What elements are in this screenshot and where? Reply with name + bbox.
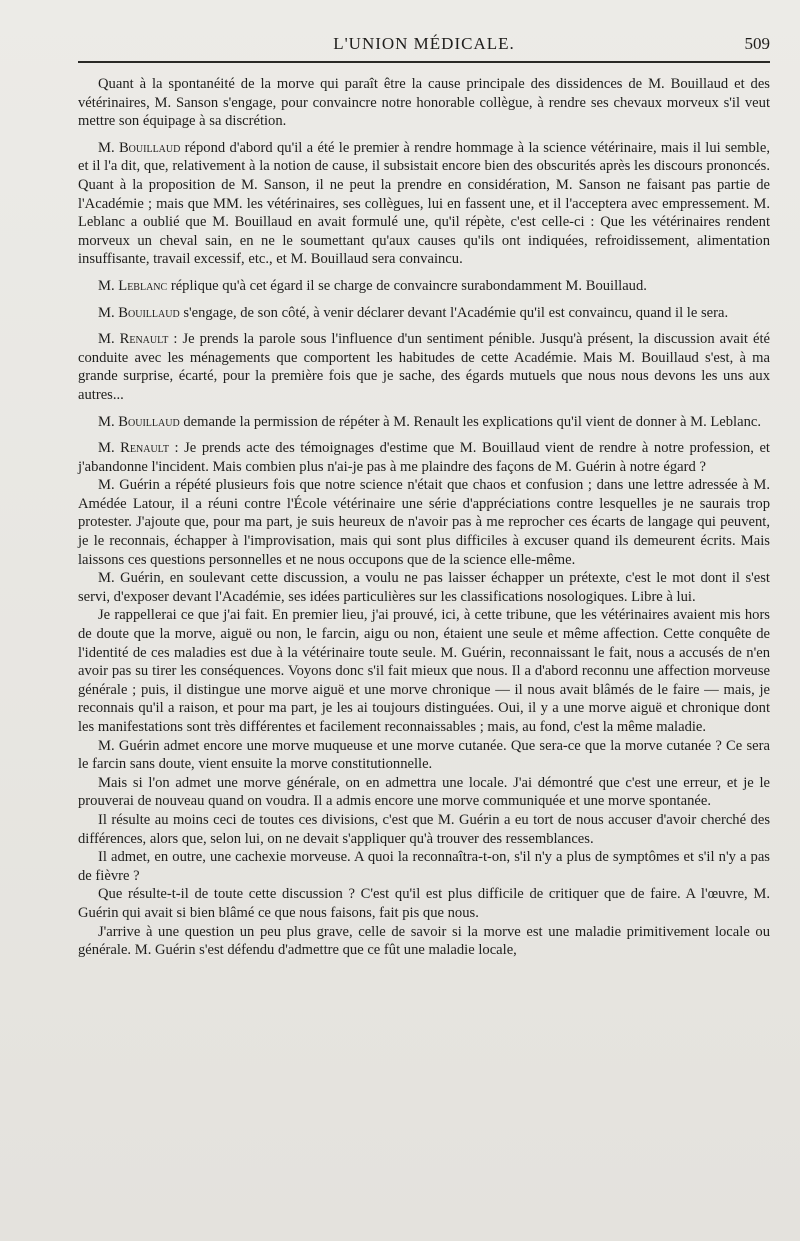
- paragraph: M. Bouillaud s'engage, de son côté, à venir déclarer devant l'Académie qu'il est convaincu, quand il le sera.: [98, 304, 729, 321]
- paragraph: M. Bouillaud demande la permission de répéter à M. Renault les explications qu'il vient de donner à M. Leblanc.: [98, 413, 762, 430]
- paragraph: M. Bouillaud répond d'abord qu'il a été le premier à rendre hommage à la science vétérinaire, mais il lui semble, et il l'a dit, que, relativement à la notion de cause, il subsistait encore bien des obscurités après les discours prononcés. Quant à la proposition de M. Sanson, il ne peut la prendre en considération, M. Sanson ne faisant pas partie de l'Académie ; mais que MM. les vétérinaires, ses collègues, lui en fassent une, et il l'acceptera avec empressement. M. Leblanc a oublié que M. Bouillaud en avait formulé une, qu'il répète, c'est celle-ci : Que les vétérinaires rendent morveux un cheval sain, en ne le soumettant qu'aux causes qu'ils ont indiquées, refroidissement, alimentation insuffisante, travail excessif, etc., et M. Bouillaud sera convaincu.: [78, 139, 770, 268]
- paragraph: Que résulte-t-il de toute cette discussion ? C'est qu'il est plus difficile de critiquer que de faire. A l'œuvre, M. Guérin qui avait si bien blâmé ce que nous faisons, fait pis que nous.: [78, 886, 770, 921]
- paragraph: Mais si l'on admet une morve générale, on en admettra une locale. J'ai démontré que c'est une erreur, et je le prouverai de nouveau quand on voudra. Il a admis encore une morve communiquée et une morve spontanée.: [78, 774, 770, 810]
- paragraph: Je rappellerai ce que j'ai fait. En premier lieu, j'ai prouvé, ici, à cette tribune, que les vétérinaires avaient mis hors de doute que la morve, aiguë ou non, le farcin, aigu ou non, étaient une seule et même affection. Cette conquête de l'identité de ces maladies est due à la vétérinaire toute seule. M. Guérin, reconnaissant le fait, nous a accusés de n'en avoir pas su tirer les conséquences. Voyons donc s'il fait mieux que nous. Il a d'abord reconnu une affection morveuse générale ; puis, il distingue une morve aiguë et une morve chronique — il nous avait blâmés de le faire — mais, je reconnais qu'il a raison, et pour ma part, je les ai toujours distinguées. Oui, il y a une morve aiguë et chronique dont les manifestations sont très différentes et facilement reconnaissables ; mais, au fond, c'est la même maladie.: [78, 607, 770, 735]
- speaker-name: M. Bouillaud: [98, 413, 180, 430]
- speaker-name: M. Leblanc: [98, 277, 168, 294]
- running-title: L'UNION MÉDICALE.: [333, 34, 515, 53]
- page-header: [78, 34, 770, 58]
- paragraph: Il admet, en outre, une cachexie morveuse. A quoi la reconnaîtra-t-on, s'il n'y a plus de symptômes et s'il n'y a pas de fièvre ?: [78, 849, 770, 884]
- paragraph: M. Leblanc réplique qu'à cet égard il se charge de convaincre surabondamment M. Bouillaud.: [98, 277, 647, 294]
- paragraph: M. Renault : Je prends acte des témoignages d'estime que M. Bouillaud vient de rendre à notre profession, et j'abandonne l'incident. Mais combien plus n'ai-je pas à me plaindre des façons de M. Guérin à notre égard ?: [78, 440, 770, 475]
- paragraph: M. Guérin admet encore une morve muqueuse et une morve cutanée. Que sera-ce que la morve cutanée ? Ce sera le farcin sans doute, vient ensuite la morve constitutionnelle.: [78, 737, 770, 773]
- speaker-name: M. Renault: [98, 440, 169, 457]
- paragraph: M. Guérin a répété plusieurs fois que notre science n'était que chaos et confusion ; dans une lettre adressée à M. Amédée Latour, il a réuni contre l'École vétérinaire une série d'appréciations contre lesquelles je ne saurais trop protester. J'ajoute que, pour ma part, je suis heureux de n'avoir pas à me reprocher ces écarts de langage qui peuvent, je le reconnais, échapper à l'improvisation, mais qui sont plus difficiles à excuser quand ils demeurent écrits. Mais laissons ces questions personnelles et ne nous occupons que de la science elle-même.: [78, 477, 770, 568]
- body-text: [78, 75, 770, 960]
- paragraph: J'arrive à une question un peu plus grave, celle de savoir si la morve est une maladie primitivement locale ou générale. M. Guérin s'est défendu d'admettre que ce fût une maladie locale,: [78, 923, 770, 959]
- paragraph: M. Guérin, en soulevant cette discussion, a voulu ne pas laisser échapper un prétexte, c'est le mot dont il s'est servi, d'exposer devant l'Académie, ses idées particulières sur les classifications nosologiques. Libre à lui.: [78, 570, 770, 605]
- speaker-name: M. Bouillaud: [98, 139, 181, 156]
- header-rule: [78, 61, 770, 63]
- paragraph: Il résulte au moins ceci de toutes ces divisions, c'est que M. Guérin a eu tort de nous accuser d'avoir cherché des différences, alors que, selon lui, on ne devait s'appliquer qu'à trouver des ressemblances.: [78, 811, 770, 847]
- speaker-name: M. Renault: [98, 331, 169, 348]
- speaker-name: M. Bouillaud: [98, 304, 180, 321]
- paragraph: Quant à la spontanéité de la morve qui paraît être la cause principale des dissidences de M. Bouillaud et des vétérinaires, M. Sanson s'engage, pour convaincre notre honorable collègue, à rendre ses chevaux morveux s'il veut mettre son équipage à sa discrétion.: [78, 76, 770, 130]
- page-number: 509: [744, 34, 770, 53]
- paragraph: M. Renault : Je prends la parole sous l'influence d'un sentiment pénible. Jusqu'à présent, la discussion avait été conduite avec les ménagements que comportent les habitudes de cette Académie. Mais M. Bouillaud s'est, à ma grande surprise, écarté, pour la première fois que je sache, des égards mutuels que nous nous devons les uns aux autres...: [78, 331, 770, 403]
